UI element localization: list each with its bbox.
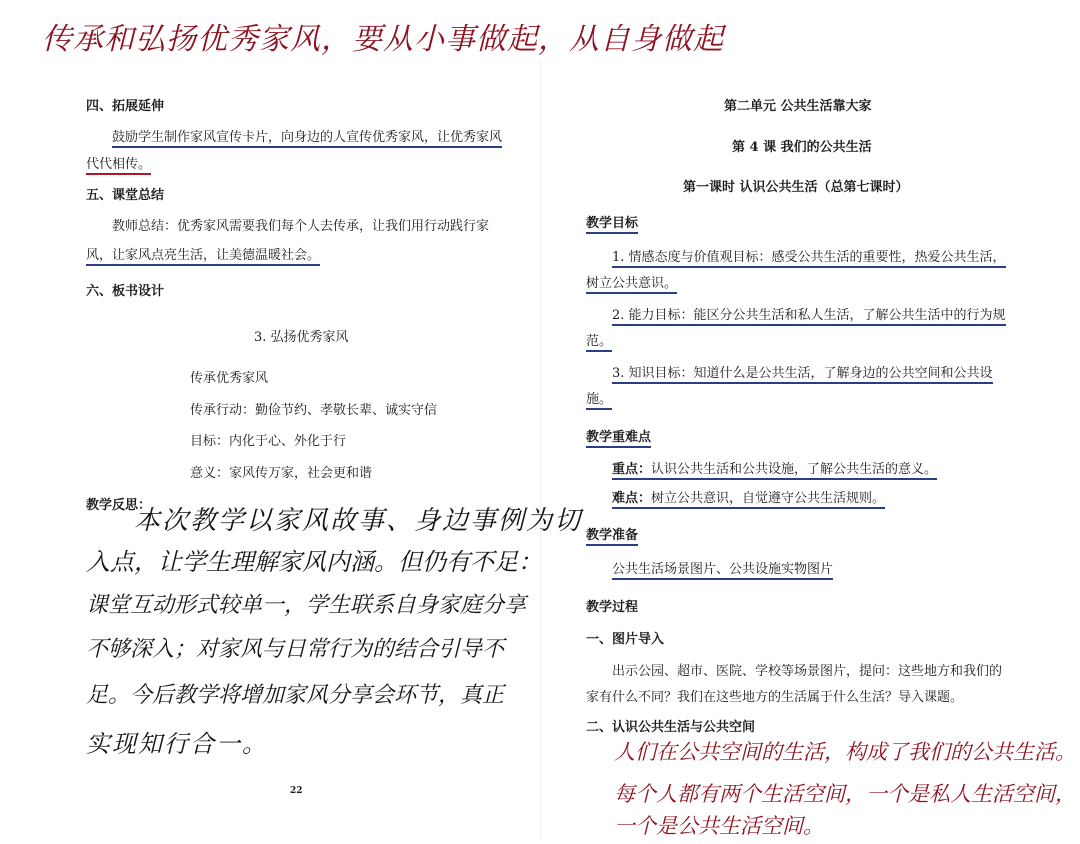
step1-title: 一、图片导入	[586, 632, 665, 647]
step1-line1: 出示公园、超市、医院、学校等场景图片，提问：这些地方和我们的	[612, 664, 1003, 679]
board-line-3: 目标：内化于心、外化于行	[190, 434, 347, 449]
goal2-line1-text: 2. 能力目标：能区分公共生活和私人生活，了解公共生活中的行为规	[612, 308, 1006, 326]
section5-line2	[86, 244, 320, 263]
reflection-line-2: 入点，让学生理解家风内涵。但仍有不足：	[86, 548, 542, 576]
goals-label	[586, 212, 638, 231]
unit-title: 第二单元 公共生活靠大家	[724, 99, 872, 114]
key-point-label: 重点：	[612, 462, 652, 477]
goal3-line1	[612, 362, 993, 381]
reflection-line-3: 课堂互动形式较单一，学生联系自身家庭分享	[86, 593, 527, 618]
goal1-line1-text: 1. 情感态度与价值观目标：感受公共生活的重要性，热爱公共生活，	[612, 250, 1006, 268]
page-number: 22	[290, 786, 303, 796]
handwritten-note-line-3: 一个是公共生活空间。	[614, 814, 824, 838]
section5-title: 五、课堂总结	[86, 188, 165, 203]
section4-line1-text: 鼓励学生制作家风宣传卡片，向身边的人宣传优秀家风，让优秀家风	[112, 130, 502, 148]
prep-text: 公共生活场景图片、公共设施实物图片	[612, 562, 833, 580]
section6-title: 六、板书设计	[86, 284, 165, 299]
prep-label	[586, 524, 638, 543]
goal3-line2-text: 施。	[586, 392, 612, 410]
section4-line2	[86, 153, 151, 172]
reflection-label: 教学反思：	[86, 498, 152, 513]
prep-label-text: 教学准备	[586, 528, 638, 546]
key-point-text: 认识公共生活和公共设施，了解公共生活的意义。	[651, 462, 938, 477]
board-line-4: 意义：家风传万家，社会更和谐	[190, 466, 373, 481]
difficult-point-underlined	[612, 491, 885, 509]
board-line-1: 传承优秀家风	[190, 371, 269, 386]
goal1-line1	[612, 246, 1006, 265]
goal3-line2	[586, 388, 612, 407]
keypoints-label	[586, 426, 651, 445]
goal3-line1-text: 3. 知识目标：知道什么是公共生活，了解身边的公共空间和公共设	[612, 366, 993, 384]
goal1-line2	[586, 272, 677, 291]
section4-line1	[112, 126, 502, 145]
lesson-title: 第 4 课 我们的公共生活	[732, 140, 872, 155]
prep-line	[612, 558, 833, 577]
goal2-line2-text: 范。	[586, 334, 612, 352]
step1-line2: 家有什么不同？我们在这些地方的生活属于什么生活？导入课题。	[586, 690, 964, 705]
handwritten-note-line-2: 每个人都有两个生活空间，一个是私人生活空间，	[614, 782, 1076, 806]
section5-line1: 教师总结：优秀家风需要我们每个人去传承，让我们用行动践行家	[112, 219, 490, 234]
goal1-line2-text: 树立公共意识。	[586, 276, 677, 294]
board-line-2: 传承行动：勤俭节约、孝敬长辈、诚实守信	[190, 403, 438, 418]
header-handwritten-note: 传承和弘扬优秀家风，要从小事做起，从自身做起	[42, 22, 724, 57]
reflection-line-6: 实现知行合一。	[86, 730, 268, 758]
difficult-point-label: 难点：	[612, 491, 652, 506]
reflection-line-5: 足。今后教学将增加家风分享会环节，真正	[86, 683, 505, 708]
section5-line2-text: 风，让家风点亮生活，让美德温暖社会。	[86, 248, 320, 266]
step2-title: 二、认识公共生活与公共空间	[586, 720, 756, 735]
reflection-line-4: 不够深入；对家风与日常行为的结合引导不	[86, 637, 505, 662]
section4-title: 四、拓展延伸	[86, 99, 165, 114]
keypoints-label-text: 教学重难点	[586, 430, 651, 448]
reflection-line-1: 本次教学以家风故事、身边事例为切	[134, 506, 583, 536]
goals-label-text: 教学目标	[586, 216, 638, 234]
key-point-underlined	[612, 462, 937, 480]
goal2-line1	[612, 304, 1006, 323]
key-point-line	[612, 458, 937, 477]
handwritten-note-line-1: 人们在公共空间的生活，构成了我们的公共生活。	[614, 740, 1076, 764]
board-title: 3. 弘扬优秀家风	[254, 330, 349, 345]
page-divider	[540, 60, 541, 840]
process-label: 教学过程	[586, 600, 639, 615]
period-title: 第一课时 认识公共生活（总第七课时）	[683, 180, 909, 195]
difficult-point-text: 树立公共意识，自觉遵守公共生活规则。	[651, 491, 886, 506]
difficult-point-line	[612, 487, 885, 506]
goal2-line2	[586, 330, 612, 349]
section4-line2-text: 代代相传。	[86, 157, 151, 175]
